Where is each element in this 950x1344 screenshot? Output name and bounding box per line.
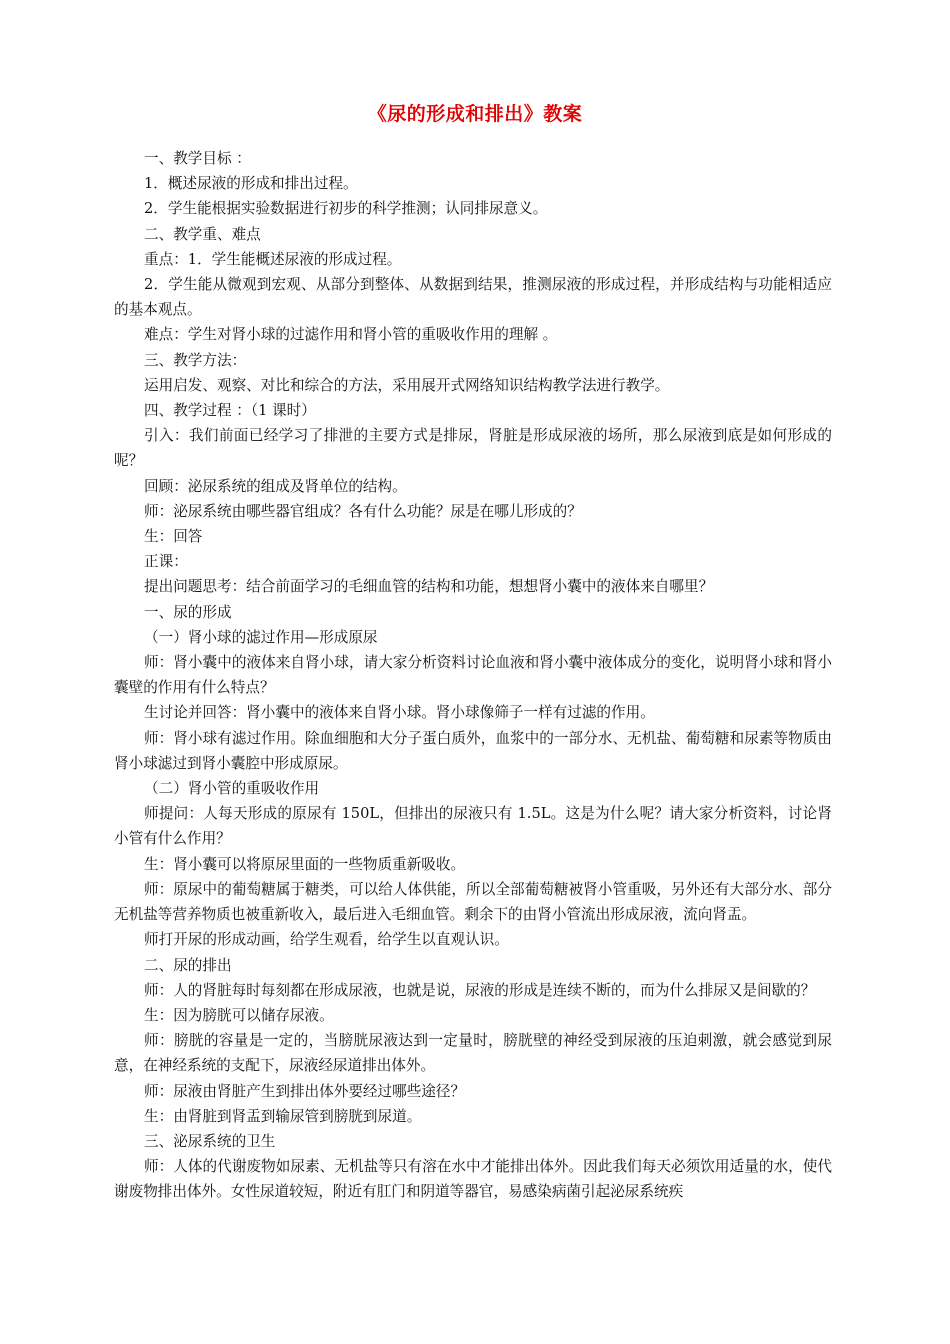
paragraph: 1．概述尿液的形成和排出过程。 [144, 175, 358, 193]
paragraph: 三、教学方法： [144, 351, 247, 369]
paragraph: 三、泌尿系统的卫生 [144, 1132, 276, 1150]
paragraph: 生：因为膀胱可以储存尿液。 [144, 1006, 334, 1024]
paragraph: 二、尿的排出 [144, 956, 232, 974]
paragraph: 一、尿的形成 [144, 603, 232, 621]
paragraph: 提出问题思考：结合前面学习的毛细血管的结构和功能，想想肾小囊中的液体来自哪里？ [144, 578, 714, 596]
paragraph: 师：泌尿系统由哪些器官组成？各有什么功能？尿是在哪儿形成的？ [144, 502, 582, 520]
paragraph: 运用启发、观察、对比和综合的方法，采用展开式网络知识结构教学法进行教学。 [144, 376, 670, 394]
paragraph: 师：肾小球有滤过作用。除血细胞和大分子蛋白质外，血浆中的一部分水、无机盐、葡萄糖和尿素等物质由肾小球滤过到肾小囊腔中形成原尿。 [114, 729, 832, 772]
paragraph: 回顾：泌尿系统的组成及肾单位的结构。 [144, 477, 407, 495]
paragraph: 二、教学重、难点 [144, 225, 261, 243]
paragraph: 一、教学目标 ： [144, 150, 251, 167]
paragraph: 四、教学过程 ：（1 课时） [144, 402, 316, 420]
paragraph: 师：尿液由肾脏产生到排出体外要经过哪些途径？ [144, 1082, 466, 1100]
paragraph: 生：由肾脏到肾盂到输尿管到膀胱到尿道。 [144, 1107, 422, 1125]
paragraph: 师：人的肾脏每时每刻都在形成尿液，也就是说，尿液的形成是连续不断的，而为什么排尿又是间歇的？ [144, 981, 816, 999]
paragraph: 师提问：人每天形成的原尿有 150L，但排出的尿液只有 1.5L。这是为什么呢？请大家分析资料，讨论肾小管有什么作用？ [114, 805, 832, 848]
paragraph: 生讨论并回答：肾小囊中的液体来自肾小球。肾小球像筛子一样有过滤的作用。 [144, 704, 655, 722]
paragraph: 2．学生能根据实验数据进行初步的科学推测；认同排尿意义。 [144, 200, 548, 218]
paragraph: 2．学生能从微观到宏观、从部分到整体、从数据到结果，推测尿液的形成过程，并形成结构与功能相适应的基本观点。 [114, 276, 832, 319]
document-body [114, 146, 832, 1205]
paragraph: 师：膀胱的容量是一定的，当膀胱尿液达到一定量时，膀胱壁的神经受到尿液的压迫刺激，就会感觉到尿意，在神经系统的支配下，尿液经尿道排出体外。 [114, 1032, 832, 1075]
paragraph: 引入：我们前面已经学习了排泄的主要方式是排尿，肾脏是形成尿液的场所，那么尿液到底是如何形成的呢？ [114, 427, 832, 470]
paragraph: 生：回答 [144, 528, 203, 546]
paragraph: 正课： [144, 553, 188, 571]
paragraph: 生：肾小囊可以将原尿里面的一些物质重新吸收。 [144, 855, 466, 873]
paragraph: 师打开尿的形成动画，给学生观看，给学生以直观认识。 [144, 931, 509, 949]
paragraph: （一）肾小球的滤过作用—形成原尿 [144, 628, 378, 646]
paragraph: （二）肾小管的重吸收作用 [144, 780, 320, 798]
paragraph: 师：原尿中的葡萄糖属于糖类，可以给人体供能，所以全部葡萄糖被肾小管重吸，另外还有大部分水、部分无机盐等营养物质也被重新收入，最后进入毛细血管。剩余下的由肾小管流出形成尿液，流向肾盂。 [114, 880, 832, 924]
paragraph: 师：人体的代谢废物如尿素、无机盐等只有溶在水中才能排出体外。因此我们每天必须饮用适量的水，使代谢废物排出体外。女性尿道较短，附近有肛门和阴道等器官，易感染病菌引起泌尿系统疾 [114, 1158, 832, 1201]
document-title: 《尿的形成和排出》教案 [367, 103, 583, 125]
paragraph: 难点：学生对肾小球的过滤作用和肾小管的重吸收作用的理解 。 [144, 326, 558, 344]
paragraph: 师：肾小囊中的液体来自肾小球，请大家分析资料讨论血液和肾小囊中液体成分的变化，说明肾小球和肾小囊壁的作用有什么特点？ [114, 654, 832, 697]
paragraph: 重点：1．学生能概述尿液的形成过程。 [144, 250, 402, 268]
